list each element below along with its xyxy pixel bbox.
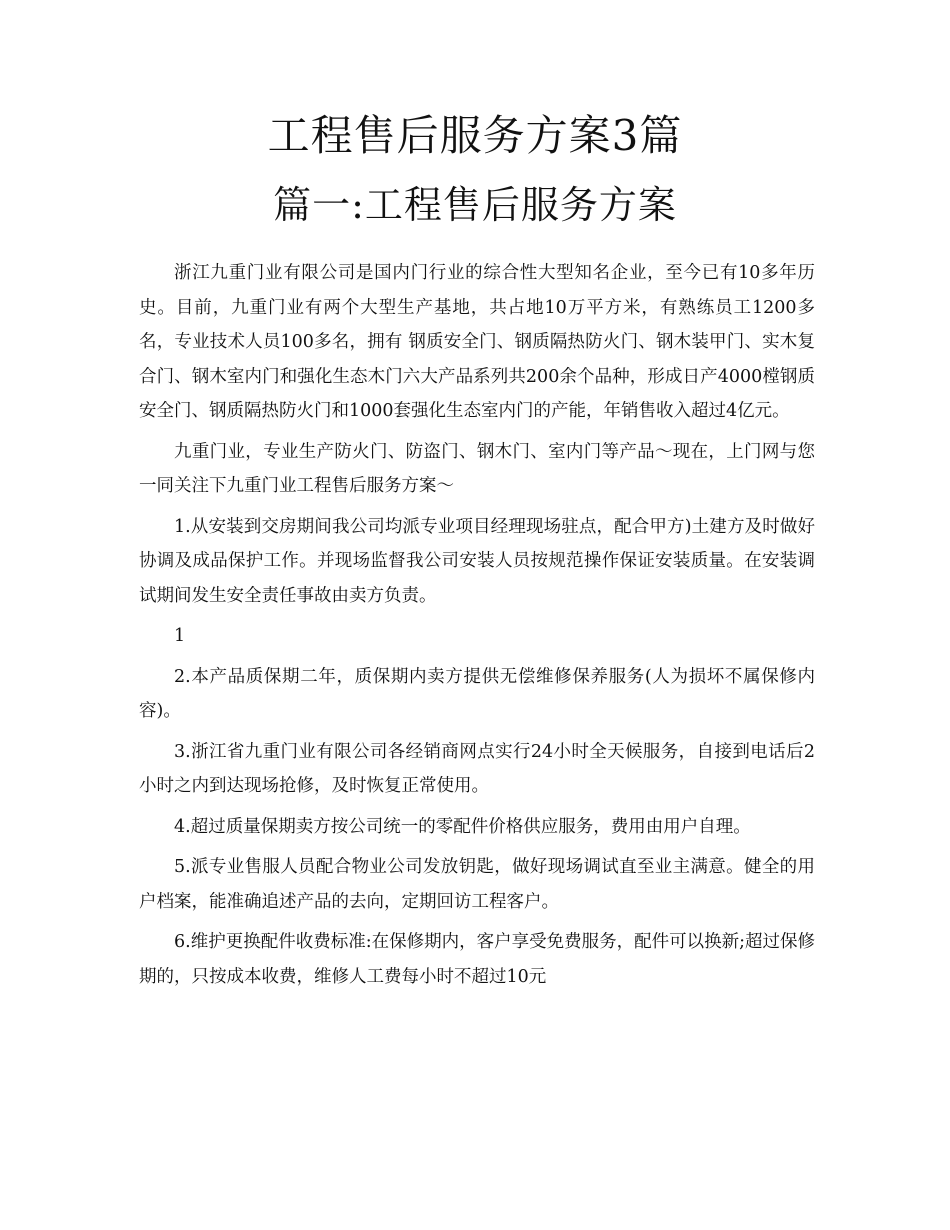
page-number: 1 [174, 626, 186, 646]
paragraph-company-intro: 浙江九重门业有限公司是国内门行业的综合性大型知名企业，至今已有10多年历史。目前，九重门业有两个大型生产基地，共占地10万平方米，有熟练员工1200多名，专业技术人员100多名，拥有 钢质安全门、钢质隔热防火门、钢木装甲门、实木复合门、钢木室内门和强化生态木门六大产品系列共200余个品种，形成日产4000樘钢质安全门、钢质隔热防火门和1000套强化生态室内门的产能，年销售收入超过4亿元。 [139, 263, 815, 421]
paragraph-item-3: 3.浙江省九重门业有限公司各经销商网点实行24小时全天候服务，自接到电话后2小时之内到达现场抢修，及时恢复正常使用。 [139, 741, 815, 796]
document-body [139, 256, 815, 1000]
paragraph-item-6: 6.维护更换配件收费标准:在保修期内，客户享受免费服务，配件可以换新;超过保修期的，只按成本收费，维修人工费每小时不超过10元 [139, 932, 815, 987]
paragraph-item-5: 5.派专业售服人员配合物业公司发放钥匙，做好现场调试直至业主满意。健全的用户档案，能准确追述产品的去向，定期回访工程客户。 [139, 857, 815, 912]
paragraph-item-4: 4.超过质量保期卖方按公司统一的零配件价格供应服务，费用由用户自理。 [174, 816, 751, 837]
paragraph-item-2: 2.本产品质保期二年，质保期内卖方提供无偿维修保养服务(人为损坏不属保修内容)。 [139, 666, 815, 721]
document-title: 工程售后服务方案3篇 [267, 111, 683, 160]
paragraph-products: 九重门业，专业生产防火门、防盗门、钢木门、室内门等产品～现在，上门网与您一同关注下九重门业工程售后服务方案～ [139, 441, 815, 496]
paragraph-item-1: 1.从安装到交房期间我公司均派专业项目经理现场驻点，配合甲方)土建方及时做好协调及成品保护工作。并现场监督我公司安装人员按规范操作保证安装质量。在安装调试期间发生安全责任事故由卖方负责。 [139, 516, 815, 606]
document-subtitle: 篇一:工程售后服务方案 [273, 183, 677, 227]
